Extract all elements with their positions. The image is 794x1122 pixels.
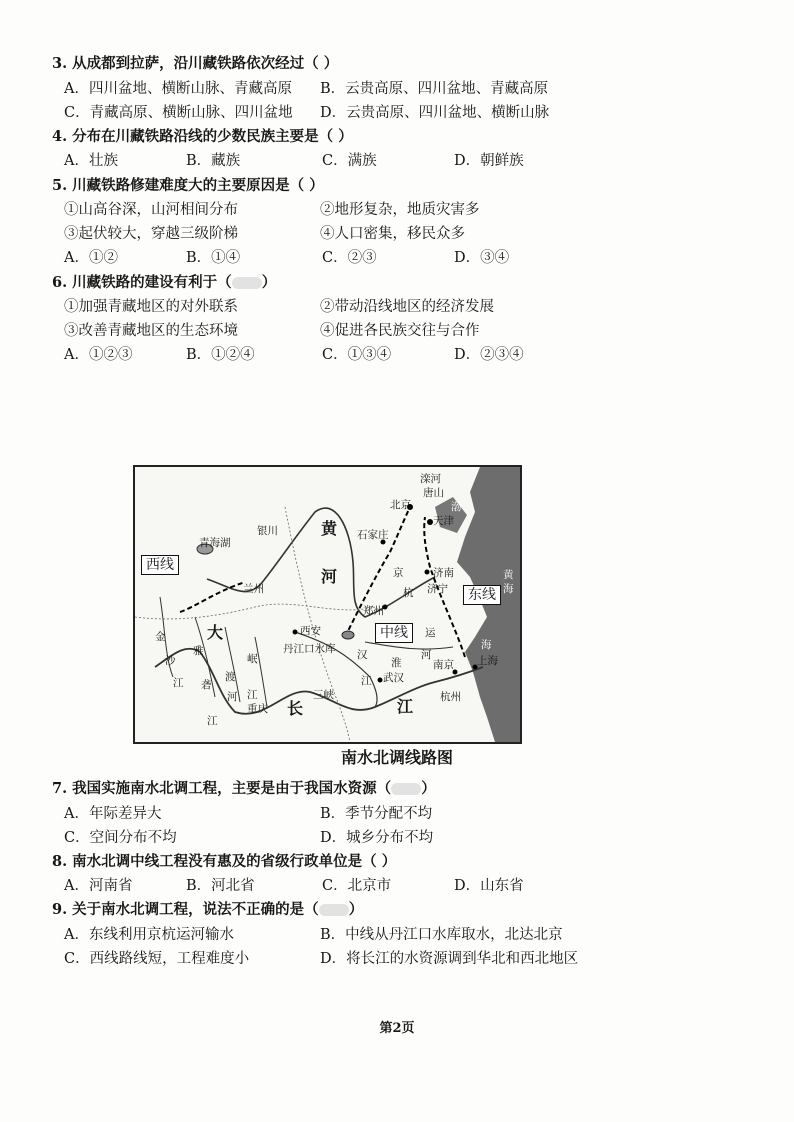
q7-option-a[interactable]: A．年际差异大 — [64, 806, 162, 822]
q9-stem-text: 9. 关于南水北调工程，说法不正确的是（ — [52, 901, 319, 918]
dadu-label-2: 渡 — [225, 671, 236, 683]
tangshan-label: 唐山 — [423, 487, 444, 499]
q9-option-d[interactable]: D．将长江的水资源调到华北和西北地区 — [320, 951, 579, 967]
q7-option-d[interactable]: D．城乡分布不均 — [320, 830, 434, 846]
page-number: 第2页 — [379, 1021, 415, 1036]
middle-line-label: 中线 — [375, 623, 413, 643]
south-north-water-diversion-map — [133, 465, 522, 744]
yalong-label-2: 砻 — [201, 679, 212, 691]
dadu-label-3: 河 — [227, 691, 238, 703]
yinchuan-label: 银川 — [257, 525, 278, 537]
lanzhou-label: 兰州 — [243, 583, 264, 595]
jinsha-label-1: 金 — [155, 631, 166, 643]
answer-smudge — [232, 277, 262, 289]
map-title: 南水北调线路图 — [340, 748, 453, 767]
q5-statement-2: ②地形复杂，地质灾害多 — [320, 202, 480, 218]
han-river-label-1: 汉 — [357, 649, 368, 661]
boundary-line — [135, 604, 375, 619]
q8-option-c[interactable]: C．北京市 — [322, 878, 392, 894]
min-river-label-2: 江 — [247, 689, 258, 701]
hangzhou-label: 杭州 — [440, 691, 461, 703]
huai-river-label-1: 淮 — [391, 657, 402, 669]
q6-statement-3: ③改善青藏地区的生态环境 — [64, 323, 238, 339]
han-river-label-2: 江 — [361, 675, 372, 687]
q8-option-a[interactable]: A．河南省 — [64, 878, 133, 894]
yellow-river-label-2: 河 — [321, 567, 338, 586]
dadu-label-1: 大 — [207, 623, 224, 642]
q7-stem-text: 7. 我国实施南水北调工程，主要是由于我国水资源（ — [52, 780, 392, 797]
huai-river-label-2: 河 — [421, 649, 432, 661]
q9-option-b[interactable]: B．中线从丹江口水库取水，北达北京 — [320, 927, 563, 943]
grand-canal-label-3: 运 — [425, 627, 436, 639]
danjiangkou-label: 丹江口水库 — [283, 643, 336, 655]
grand-canal-label-2: 杭 — [403, 587, 414, 599]
question-4-stem: 4. 分布在川藏铁路沿线的少数民族主要是（ ） — [52, 128, 353, 145]
jinan-dot — [425, 570, 430, 575]
shijiazhuang-label: 石家庄 — [357, 529, 389, 541]
danjiangkou-reservoir-shape — [342, 631, 354, 639]
q7-option-c[interactable]: C．空间分布不均 — [64, 830, 177, 846]
wuhan-dot — [378, 678, 383, 683]
jinsha-label-3: 江 — [173, 677, 184, 689]
yangtze-label-2: 江 — [397, 697, 414, 716]
chongqing-label: 重庆 — [247, 703, 268, 715]
shanghai-label: 上海 — [477, 655, 498, 667]
q6-stem-end: ） — [261, 274, 277, 291]
yellow-sea-label-1: 黄 — [503, 569, 514, 581]
q8-option-d[interactable]: D．山东省 — [454, 878, 524, 894]
bohai-label: 渤 — [451, 501, 462, 513]
q5-option-d[interactable]: D．③④ — [454, 250, 510, 266]
q3-option-d[interactable]: D．云贵高原、四川盆地、横断山脉 — [320, 105, 550, 121]
question-8-stem: 8. 南水北调中线工程没有惠及的省级行政单位是（ ） — [52, 853, 397, 870]
question-9-stem — [52, 900, 363, 920]
q5-statement-1: ①山高谷深，山河相间分布 — [64, 202, 238, 218]
east-line-label: 东线 — [463, 585, 501, 605]
yalong-label-3: 江 — [207, 715, 218, 727]
q4-option-c[interactable]: C．满族 — [322, 153, 377, 169]
yellow-sea-label-2: 海 — [503, 583, 514, 595]
yangtze-label-1: 长 — [287, 699, 304, 718]
q9-option-c[interactable]: C．西线路线短，工程难度小 — [64, 951, 250, 967]
q5-statement-4: ④人口密集，移民众多 — [320, 226, 465, 242]
q9-option-a[interactable]: A．东线利用京杭运河输水 — [64, 927, 234, 943]
zhengzhou-label: 郑州 — [363, 605, 384, 617]
q4-option-b[interactable]: B．藏族 — [186, 153, 241, 169]
q3-option-c[interactable]: C．青藏高原、横断山脉、四川盆地 — [64, 105, 293, 121]
q6-option-b[interactable]: B．①②④ — [186, 347, 255, 363]
sanxia-label: 三峡 — [313, 689, 334, 701]
q6-stem-text: 6. 川藏铁路的建设有利于（ — [52, 274, 232, 291]
yalong-label-1: 雅 — [193, 645, 204, 657]
jinan-label: 济南 — [433, 567, 454, 579]
q6-option-a[interactable]: A．①②③ — [64, 347, 133, 363]
q5-option-b[interactable]: B．①④ — [186, 250, 241, 266]
nanjing-label: 南京 — [433, 659, 454, 671]
q6-option-c[interactable]: C．①③④ — [322, 347, 392, 363]
q6-statement-4: ④促进各民族交往与合作 — [320, 323, 480, 339]
q4-option-d[interactable]: D．朝鲜族 — [454, 153, 524, 169]
q5-option-a[interactable]: A．①② — [64, 250, 118, 266]
xian-label: 西安 — [300, 625, 321, 637]
q5-statement-3: ③起伏较大，穿越三级阶梯 — [64, 226, 238, 242]
q5-option-c[interactable]: C．②③ — [322, 250, 377, 266]
q6-statement-2: ②带动沿线地区的经济发展 — [320, 299, 494, 315]
beijing-label: 北京 — [390, 499, 411, 511]
answer-smudge — [391, 783, 421, 795]
luanhe-label: 滦河 — [420, 473, 441, 485]
q7-option-b[interactable]: B．季节分配不均 — [320, 806, 433, 822]
question-5-stem: 5. 川藏铁路修建难度大的主要原因是（ ） — [52, 177, 324, 194]
q8-option-b[interactable]: B．河北省 — [186, 878, 255, 894]
qinghai-lake-label: 青海湖 — [199, 537, 231, 549]
q9-stem-end: ） — [348, 901, 364, 918]
huai-river — [365, 642, 453, 649]
west-route-line — [180, 582, 245, 612]
min-river-label-1: 岷 — [247, 653, 258, 665]
answer-smudge — [319, 904, 349, 916]
q3-option-b[interactable]: B．云贵高原、四川盆地、青藏高原 — [320, 81, 549, 97]
q3-option-a[interactable]: A．四川盆地、横断山脉、青藏高原 — [64, 81, 292, 97]
east-sea-label: 海 — [481, 639, 492, 651]
question-3-stem: 3. 从成都到拉萨，沿川藏铁路依次经过（ ） — [52, 55, 339, 72]
west-line-label: 西线 — [141, 555, 179, 575]
tianjin-label: 天津 — [433, 515, 454, 527]
xian-dot — [293, 630, 298, 635]
yellow-river-label-1: 黄 — [321, 519, 338, 538]
question-7-stem — [52, 779, 436, 799]
wuhan-label: 武汉 — [383, 672, 404, 684]
q7-stem-end: ） — [421, 780, 436, 797]
q4-option-a[interactable]: A．壮族 — [64, 153, 118, 169]
question-6-stem — [52, 273, 276, 293]
jinsha-label-2: 沙 — [165, 655, 176, 667]
jining-label: 济宁 — [427, 583, 448, 595]
q6-option-d[interactable]: D．②③④ — [454, 347, 524, 363]
grand-canal-label-1: 京 — [393, 567, 404, 579]
q6-statement-1: ①加强青藏地区的对外联系 — [64, 299, 238, 315]
